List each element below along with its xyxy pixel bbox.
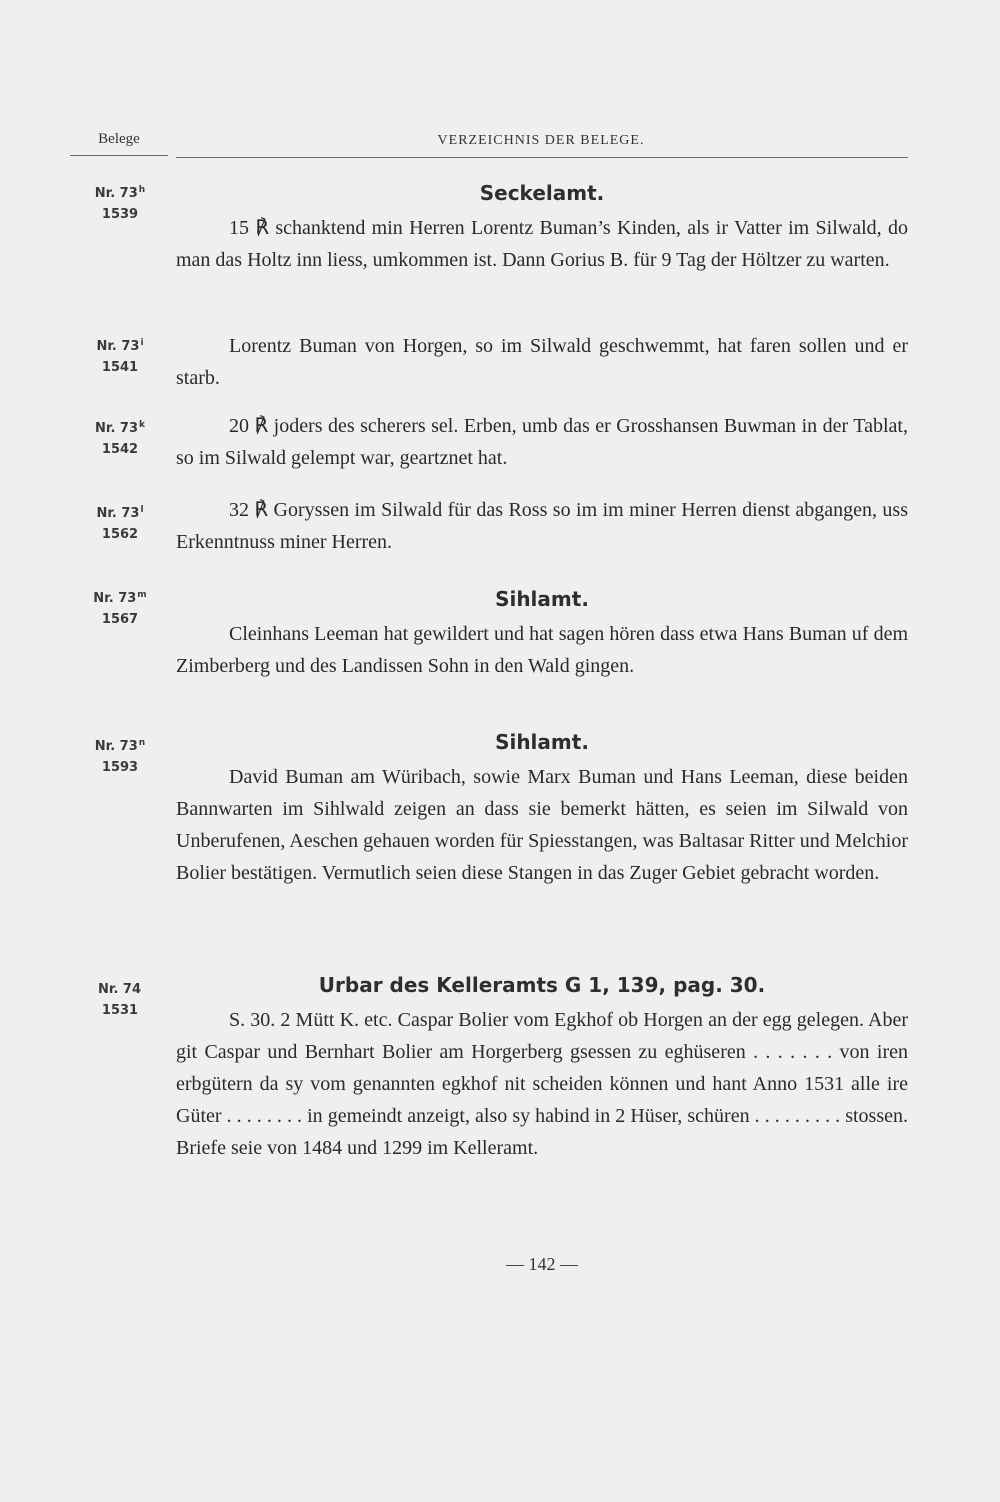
margin-note-74	[70, 976, 170, 1021]
entry-text: 20 ℟ joders des scherers sel. Erben, umb das er Grosshansen Buwman in der Tablat, so im Silwald gelempt war, geartznet hat.	[176, 415, 908, 469]
running-header-title: VERZEICHNIS DER BELEGE.	[437, 133, 645, 148]
entry-73i	[176, 330, 908, 394]
section-title: Urbar des Kelleramts G 1, 139, pag. 30.	[318, 973, 766, 997]
margin-note-73h	[70, 180, 170, 225]
section-title: Sihlamt.	[495, 730, 589, 754]
header-rule-main	[176, 157, 908, 158]
entry-year: 1562	[101, 527, 139, 542]
entry-text: Lorentz Buman von Horgen, so im Silwald geschwemmt, hat faren sollen und er starb.	[176, 335, 908, 389]
entry-text: S. 30. 2 Mütt K. etc. Caspar Bolier vom Egkhof ob Horgen an der egg gelegen. Aber git Caspar und Bernhart Bolier am Horgerberg gsessen zu eghüseren . . . . . . . von iren erbgütern da sy vom genannten egkhof nit scheiden können und hant Anno 1531 alle ire Güter . . . . . . . . in gemeindt anzeigt, also sy habind in 2 Hüser, schüren . . . . . . . . . stossen. Briefe seie von 1484 und 1299 im Kelleramt.	[176, 1009, 908, 1159]
entry-73h	[176, 178, 908, 276]
entry-year: 1531	[101, 1003, 139, 1018]
margin-note-73i	[70, 333, 170, 378]
entry-73n	[176, 727, 908, 889]
entry-year: 1541	[101, 360, 139, 375]
entry-73m	[176, 584, 908, 682]
entry-74	[176, 970, 908, 1164]
entry-73k	[176, 410, 908, 474]
running-header-left: Belege	[98, 131, 140, 147]
entry-number: Nr. 73$^h$	[94, 185, 146, 201]
margin-note-73l	[70, 500, 170, 545]
entry-year: 1567	[101, 612, 139, 627]
page-number: — 142 —	[506, 1254, 578, 1274]
margin-note-73m	[70, 585, 170, 630]
entry-number: Nr. 73$^m$	[93, 590, 147, 606]
entry-text: 15 ℟ schanktend min Herren Lorentz Buman’s Kinden, als ir Vatter im Silwald, do man das Holtz inn liess, umkommen ist. Dann Gorius B. für 9 Tag der Höltzer zu warten.	[176, 217, 908, 271]
entry-year: 1593	[101, 760, 139, 775]
margin-note-73k	[70, 415, 170, 460]
entry-text: 32 ℟ Goryssen im Silwald für das Ross so im im miner Herren dienst abgangen, uss Erkenntnuss miner Herren.	[176, 499, 908, 553]
section-title: Sihlamt.	[495, 587, 589, 611]
entry-text: Cleinhans Leeman hat gewildert und hat sagen hören dass etwa Hans Buman uf dem Zimberberg und des Landissen Sohn in den Wald gingen.	[176, 623, 908, 677]
section-title: Seckelamt.	[479, 181, 605, 205]
header-rule-left	[70, 155, 168, 156]
margin-note-73n	[70, 733, 170, 778]
entry-year: 1539	[101, 207, 139, 222]
entry-year: 1542	[101, 442, 139, 457]
entry-number: Nr. 73$^l$	[96, 505, 144, 521]
entry-number: Nr. 73$^n$	[94, 738, 146, 754]
entry-number: Nr. 73$^k$	[95, 420, 145, 436]
entry-73l	[176, 494, 908, 558]
entry-number: Nr. 73$^i$	[96, 338, 144, 354]
entry-number: Nr. 74	[98, 982, 141, 997]
entry-text: David Buman am Würibach, sowie Marx Buman und Hans Leeman, diese beiden Bannwarten im Sihlwald zeigen an dass sie bemerkt hätten, es seien im Silwald von Unberufenen, Aeschen gehauen worden für Spiesstangen, was Baltasar Ritter und Melchior Bolier bestätigen. Vermutlich seien diese Stangen in das Zuger Gebiet gebracht worden.	[176, 766, 909, 884]
